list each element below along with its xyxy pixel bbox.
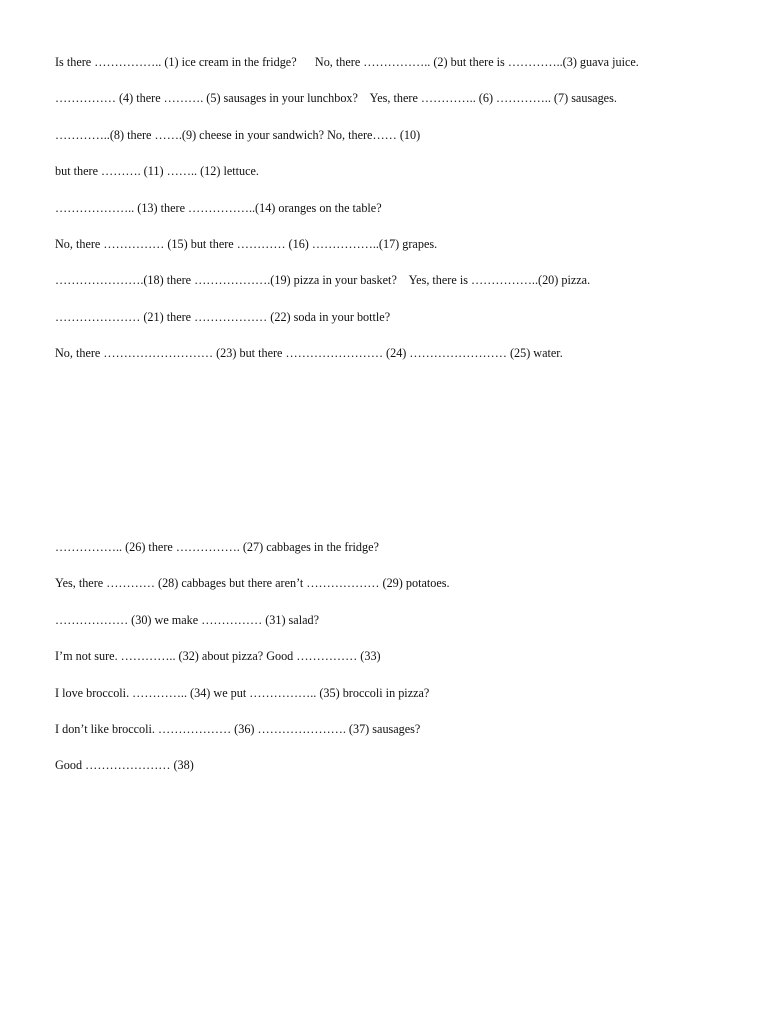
exercise-line: …………..(8) there …….(9) cheese in your sandwich? No, there…… (10) [55, 127, 421, 142]
exercise-line: …………….. (26) there ……………. (27) cabbages in the fridge? [55, 540, 379, 554]
exercise-line: …………… (4) there ………. (5) sausages in your lunchbox? Yes, there ………….. (6) ………….. (7) sausages. [55, 91, 617, 106]
exercise-line: Is there …………….. (1) ice cream in the fridge? No, there …………….. (2) but there is …………..(3) guava juice. [55, 55, 639, 69]
exercise-line: ……………….. (13) there ……………..(14) oranges on the table? [55, 200, 382, 215]
exercise-line: I love broccoli. ………….. (34) we put …………….. (35) broccoli in pizza? [55, 685, 430, 700]
exercise-line: I’m not sure. ………….. (32) about pizza? Good …………… (33) [55, 649, 381, 664]
exercise-line: No, there …………… (15) but there ………… (16) ……………..(17) grapes. [55, 236, 438, 251]
exercise-part-two [55, 539, 745, 794]
exercise-line: I don’t like broccoli. ……………… (36) …………………. (37) sausages? [55, 721, 421, 736]
exercise-line: Good ………………… (38) [55, 758, 194, 773]
exercise-line: Yes, there ………… (28) cabbages but there aren’t ……………… (29) potatoes. [55, 576, 450, 591]
exercise-line: but there ………. (11) …….. (12) lettuce. [55, 164, 259, 179]
exercise-line: ………………… (21) there ……………… (22) soda in your bottle? [55, 309, 391, 324]
exercise-line: ………………….(18) there ……………….(19) pizza in your basket? Yes, there is ……………..(20) pizza. [55, 273, 591, 288]
exercise-part-one [55, 54, 745, 382]
exercise-line: ……………… (30) we make …………… (31) salad? [55, 612, 320, 627]
exercise-line: No, there ……………………… (23) but there …………………… (24) …………………… (25) water. [55, 346, 563, 361]
